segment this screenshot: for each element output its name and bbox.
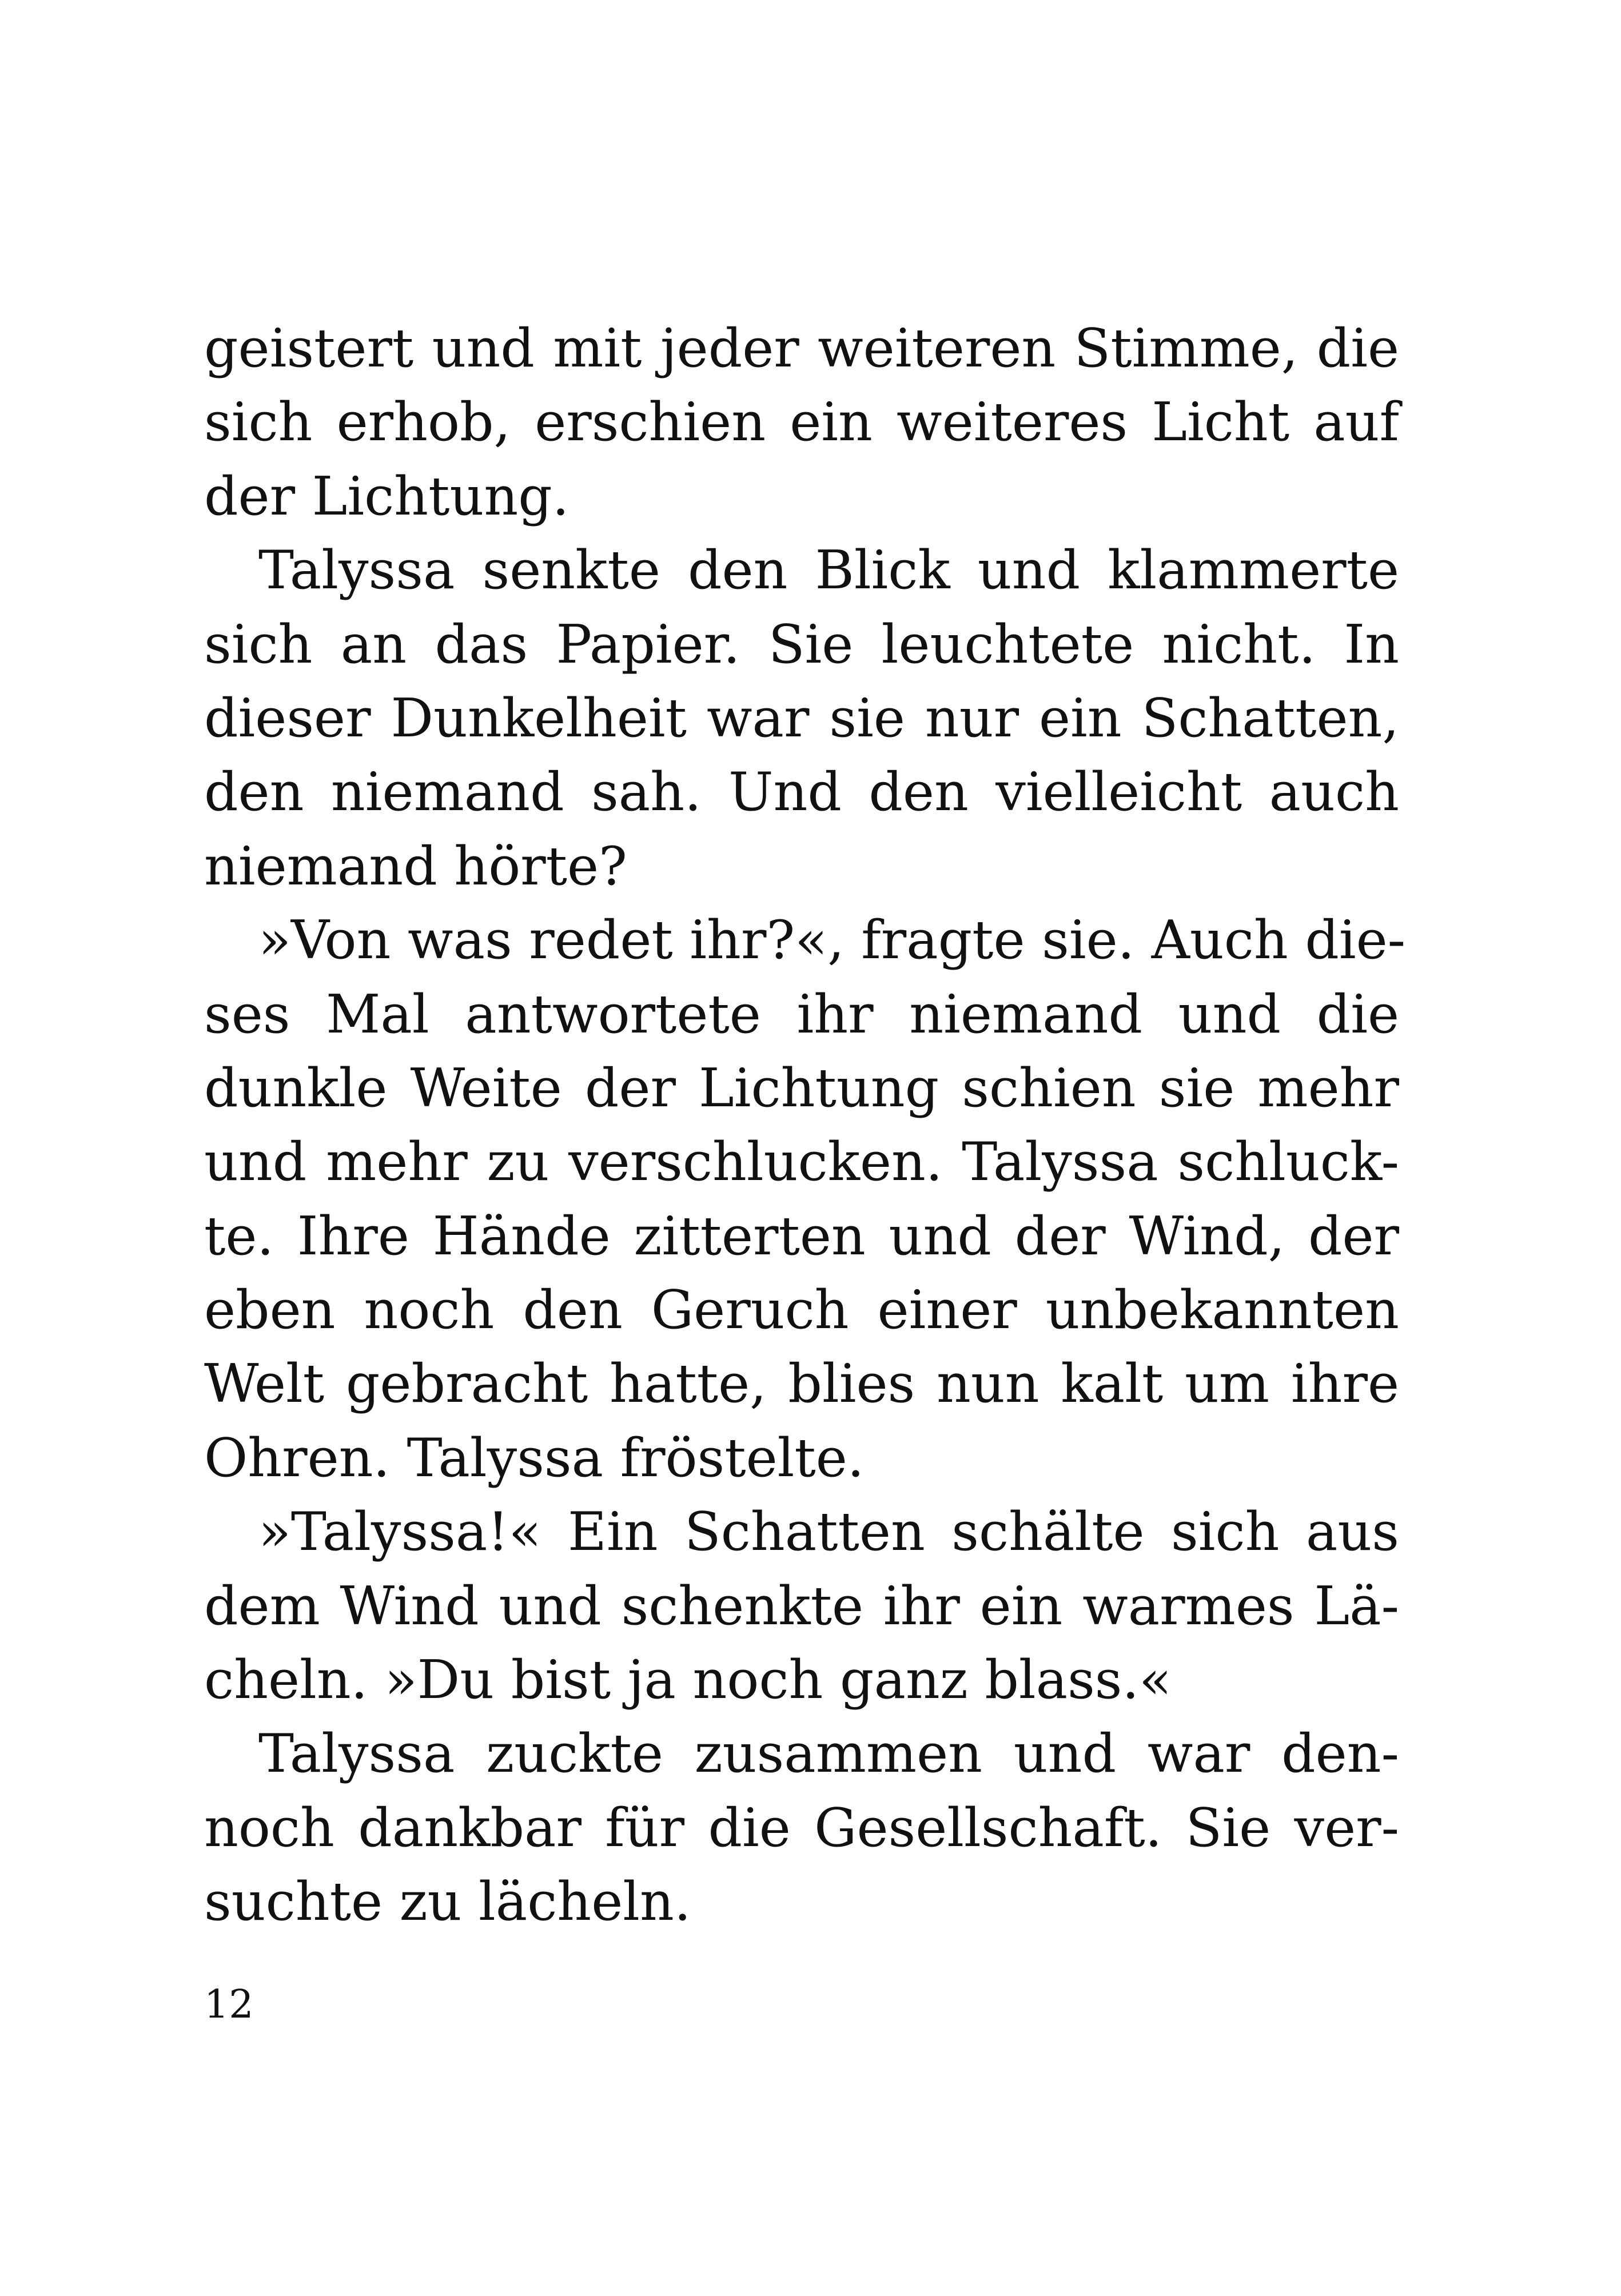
text-line: Talyssa zuckte zusammen und war den-	[258, 1723, 1399, 1785]
text-line: suchte zu lächeln.	[204, 1871, 691, 1933]
text-line: niemand hörte?	[204, 835, 627, 897]
text-line: der Lichtung.	[204, 465, 569, 527]
paragraph	[204, 312, 1399, 533]
text-line: dem Wind und schenkte ihr ein warmes Lä-	[204, 1574, 1399, 1637]
paragraph	[204, 903, 1406, 1495]
body-text	[204, 312, 1406, 1939]
paragraph	[204, 1495, 1399, 1717]
paragraph	[204, 1717, 1399, 1939]
text-line: Ohren. Talyssa fröstelte.	[204, 1426, 865, 1489]
text-line: Welt gebracht hatte, blies nun kalt um ihre	[204, 1353, 1399, 1415]
text-line: und mehr zu verschlucken. Talyssa schluck-	[204, 1131, 1399, 1193]
paragraph	[204, 533, 1399, 903]
text-line: sich erhob, erschien ein weiteres Licht auf	[204, 391, 1399, 453]
text-line: den niemand sah. Und den vielleicht auch	[204, 761, 1399, 823]
text-line: dunkle Weite der Lichtung schien sie mehr	[204, 1057, 1399, 1119]
text-line: eben noch den Geruch einer unbekannten	[204, 1279, 1399, 1341]
text-line: geistert und mit jeder weiteren Stimme, die	[204, 317, 1399, 379]
text-line: Talyssa senkte den Blick und klammerte	[258, 539, 1399, 601]
text-line: ses Mal antwortete ihr niemand und die	[204, 983, 1399, 1045]
text-line: sich an das Papier. Sie leuchtete nicht. In	[204, 613, 1399, 675]
text-line: »Von was redet ihr?«, fragte sie. Auch die-	[258, 909, 1406, 971]
text-line: cheln. »Du bist ja noch ganz blass.«	[204, 1649, 1172, 1711]
text-line: dieser Dunkelheit war sie nur ein Schatten,	[204, 687, 1399, 749]
text-line: »Talyssa!« Ein Schatten schälte sich aus	[258, 1501, 1399, 1563]
page-number: 12	[204, 1982, 254, 2027]
text-line: noch dankbar für die Gesellschaft. Sie ver-	[204, 1796, 1399, 1859]
text-line: te. Ihre Hände zitterten und der Wind, der	[204, 1205, 1399, 1267]
